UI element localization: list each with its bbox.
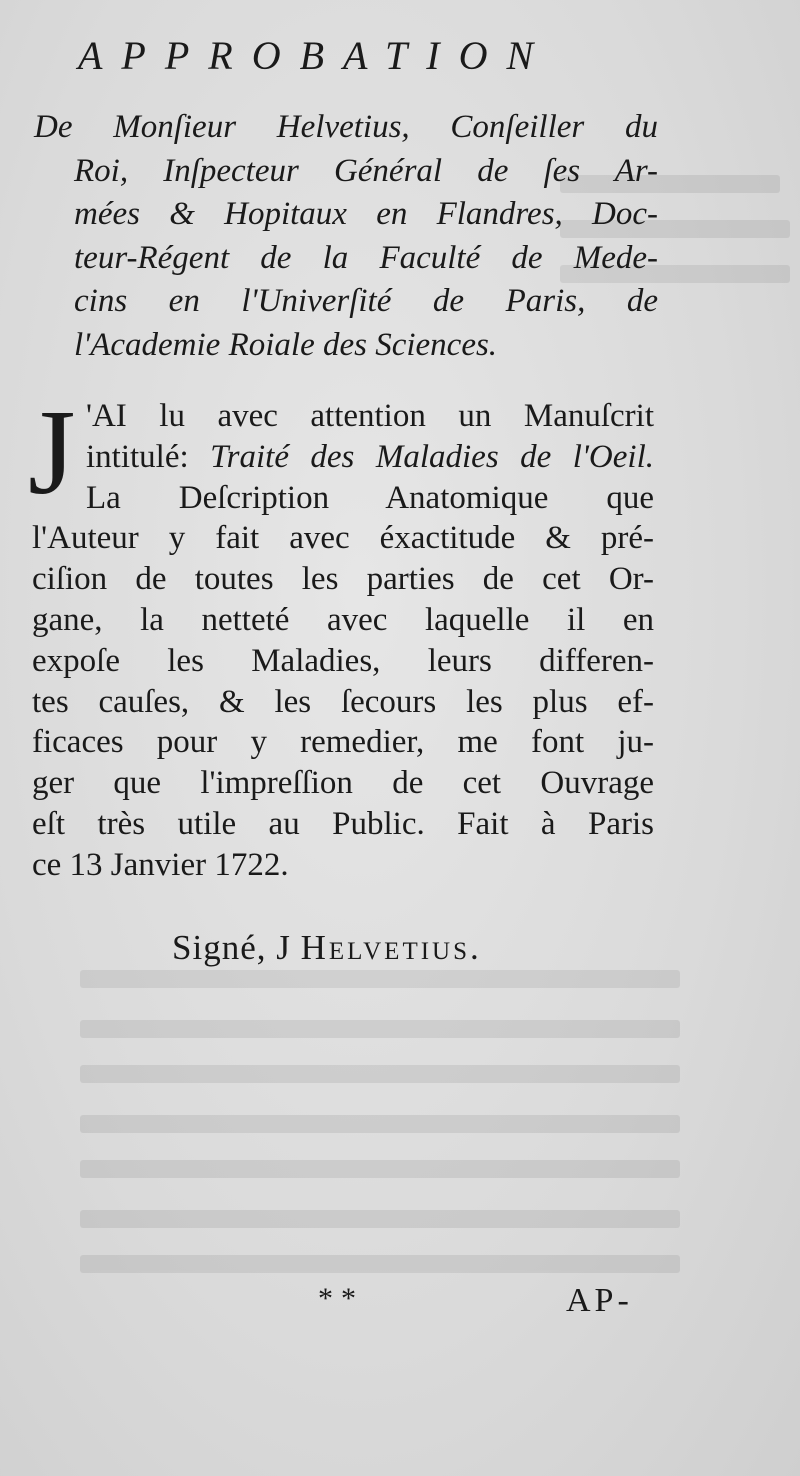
signature-prefix: Signé, J: [172, 928, 301, 967]
body-line-with-title: [32, 437, 654, 478]
signature-name: Helvetius.: [300, 928, 482, 967]
body-line: ficaces pour y remedier, me font ju-: [32, 724, 654, 761]
body-line: ger que l'impreſſion de cet Ouvrage: [32, 765, 654, 802]
subtitle-line: mées & Hopitaux en Flandres, Doc-: [74, 196, 658, 232]
subtitle-line: l'Academie Roiale des Sciences.: [74, 326, 498, 363]
body-line: 'AI lu avec attention un Manuſcrit: [86, 398, 654, 434]
approbation-body: [32, 396, 654, 886]
body-line: expoſe les Maladies, leurs differen-: [32, 642, 654, 679]
body-line: eſt très utile au Public. Fait à Paris: [32, 805, 654, 842]
drop-cap: J: [28, 385, 76, 520]
signature: [172, 928, 482, 968]
body-line: tes cauſes, & les ſecours les plus ef-: [32, 683, 654, 720]
subtitle-line: teur-Régent de la Faculté de Mede-: [74, 239, 658, 276]
signature-mark: **: [318, 1282, 364, 1315]
body-line: l'Auteur y fait avec éxactitude & pré-: [32, 520, 654, 557]
body-line-prefix: intitulé:: [86, 438, 211, 475]
body-line: La Deſcription Anatomique que: [86, 479, 654, 516]
subtitle-line: cins en l'Univerſité de Paris, de: [74, 283, 658, 319]
page-title: APPROBATION: [78, 33, 553, 78]
approbation-subtitle: [34, 106, 658, 367]
body-line: ce 13 Janvier 1722.: [32, 846, 289, 883]
subtitle-line: De Monſieur Helvetius, Conſeiller du: [34, 109, 658, 145]
book-title: Traité des Maladies de l'Oeil.: [210, 438, 654, 475]
catchword: AP-: [566, 1282, 633, 1319]
subtitle-line: Roi, Inſpecteur Général de ſes Ar-: [74, 152, 658, 189]
body-line: ciſion de toutes les parties de cet Or-: [32, 561, 654, 598]
body-line: gane, la netteté avec laquelle il en: [32, 601, 654, 638]
